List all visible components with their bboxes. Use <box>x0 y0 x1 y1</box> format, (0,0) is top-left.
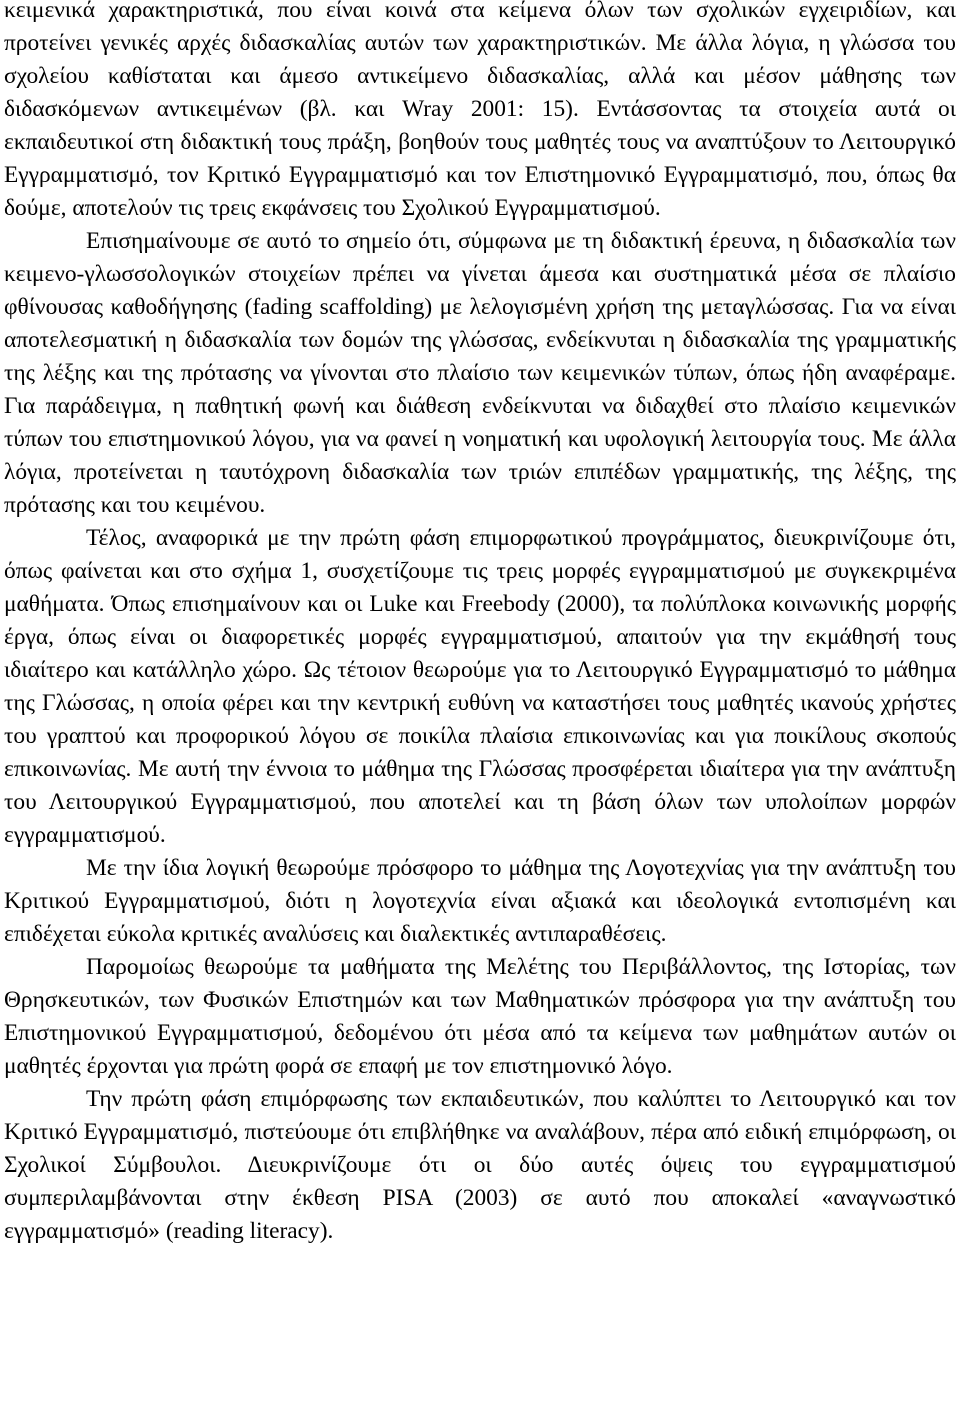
paragraph-intro-continued: κειμενικά χαρακτηριστικά, που είναι κοινά στα κείμενα όλων των σχολικών εγχειριδίων, και προτείνει γενικές αρχές διδασκαλίας αυτών των χαρακτηριστικών. Με άλλα λόγια, η γλώσσα του σχολείου καθίσταται και άμεσο αντικείμενο διδασκαλίας, αλλά και μέσον μάθησης των διδασκόμενων αντικειμένων (βλ. και Wray 2001: 15). Εντάσσοντας τα στοιχεία αυτά οι εκπαιδευτικοί στη διδακτική τους πράξη, βοηθούν τους μαθητές τους να αναπτύξουν το Λειτουργικό Εγγραμματισμό, τον Κριτικό Εγγραμματισμό και τον Επιστημονικό Εγγραμματισμό, που, όπως θα δούμε, αποτελούν τις τρεις εκφάνσεις του Σχολικού Εγγραμματισμού. <box>4 0 956 221</box>
paragraph-training-program: Τέλος, αναφορικά με την πρώτη φάση επιμορφωτικού προγράμματος, διευκρινίζουμε ότι, όπως φαίνεται και στο σχήμα 1, συσχετίζουμε τις τρεις μορφές εγγραμματισμού με συγκεκριμένα μαθήματα. Όπως επισημαίνουν και οι Luke και Freebody (2000), τα πολύπλοκα κοινωνικής μορφής έργα, όπως είναι οι διαφορετικές μορφές εγγραμματισμού, απαιτούν για την εκμάθησή τους ιδιαίτερο και κατάλληλο χώρο. Ως τέτοιον θεωρούμε για το Λειτουργικό Εγγραμματισμό το μάθημα της Γλώσσας, η οποία φέρει και την κεντρική ευθύνη να καταστήσει τους μαθητές ικανούς χρήστες του γραπτού και προφορικού λόγου σε ποικίλα πλαίσια επικοινωνίας και για ποικίλους σκοπούς επικοινωνίας. Με αυτή την έννοια το μάθημα της Γλώσσας προσφέρεται ιδιαίτερα για την ανάπτυξη του Λειτουργικού Εγγραμματισμού, που αποτελεί και τη βάση όλων των υπολοίπων μορφών εγγραμματισμού. <box>4 525 956 848</box>
paragraph-literature-critical-literacy: Με την ίδια λογική θεωρούμε πρόσφορο το μάθημα της Λογοτεχνίας για την ανάπτυξη του Κριτικού Εγγραμματισμού, διότι η λογοτεχνία είναι αξιακά και ιδεολογικά εντοπισμένη και επιδέχεται εύκολα κριτικές αναλύσεις και διαλεκτικές αντιπαραθέσεις. <box>4 855 956 947</box>
paragraph-text-linguistic-teaching: Επισημαίνουμε σε αυτό το σημείο ότι, σύμφωνα με τη διδακτική έρευνα, η διδασκαλία των κειμενο-γλωσσολογικών στοιχείων πρέπει να γίνεται άμεσα και συστηματικά μέσα σε πλαίσιο φθίνουσας καθοδήγησης (fading scaffolding) με λελογισμένη χρήση της μεταγλώσσας. Για να είναι αποτελεσματική η διδασκαλία των δομών της γλώσσας, ενδείκνυται η διδασκαλία της γραμματικής της λέξης και της πρότασης να γίνονται στο πλαίσιο των κειμενικών τύπων, όπως ήδη αναφέραμε. Για παράδειγμα, η παθητική φωνή και διάθεση ενδείκνυται να διδαχθεί στο πλαίσιο κειμενικών τύπων του επιστημονικού λόγου, για να φανεί η νοηματική και υφολογική λειτουργία τους. Με άλλα λόγια, προτείνεται η ταυτόχρονη διδασκαλία των τριών επιπέδων γραμματικής, της λέξης, της πρότασης και του κειμένου. <box>4 228 956 518</box>
paragraph-first-phase-training: Την πρώτη φάση επιμόρφωσης των εκπαιδευτικών, που καλύπτει το Λειτουργικό και τον Κριτικό Εγγραμματισμό, πιστεύουμε ότι επιβλήθηκε να αναλάβουν, πέρα από ειδική επιμόρφωση, οι Σχολικοί Σύμβουλοι. Διευκρινίζουμε ότι οι δύο αυτές όψεις του εγγραμματισμού συμπεριλαμβάνονται στην έκθεση PISA (2003) σε αυτό που αποκαλεί «αναγνωστικό εγγραμματισμό» (reading literacy). <box>4 1086 956 1244</box>
paragraph-scientific-literacy: Παρομοίως θεωρούμε τα μαθήματα της Μελέτης του Περιβάλλοντος, της Ιστορίας, των Θρησκευτικών, των Φυσικών Επιστημών και των Μαθηματικών πρόσφορα για την ανάπτυξη του Επιστημονικού Εγγραμματισμού, δεδομένου ότι μέσα από τα κείμενα των μαθημάτων αυτών οι μαθητές έρχονται για πρώτη φορά σε επαφή με τον επιστημονικό λόγο. <box>4 954 956 1079</box>
